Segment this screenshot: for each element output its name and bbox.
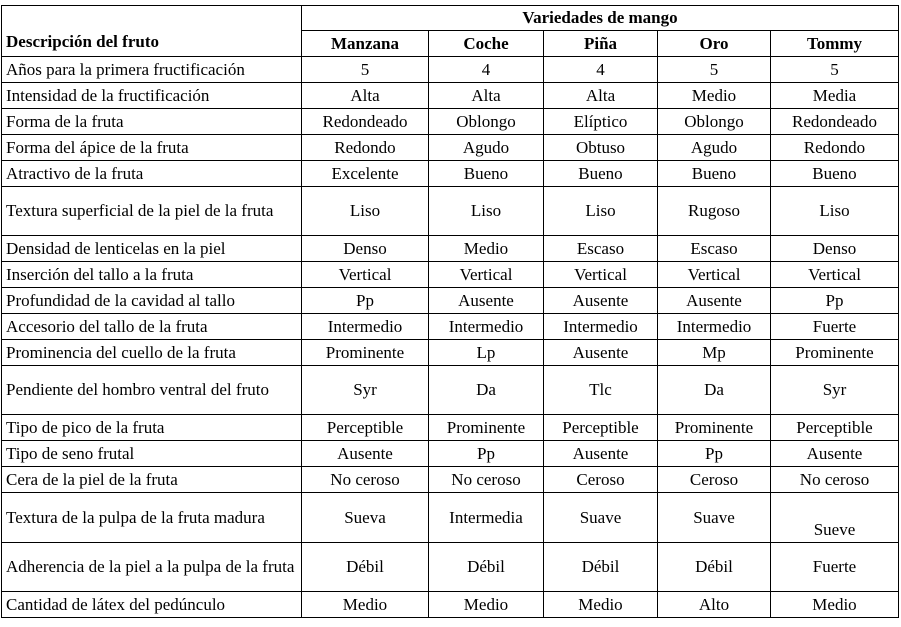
row-label: Textura superficial de la piel de la fruta — [2, 187, 302, 236]
table-cell: Da — [658, 366, 771, 415]
table-cell: Pp — [429, 441, 544, 467]
table-cell: Mp — [658, 340, 771, 366]
variety-header: Tommy — [771, 31, 899, 57]
table-cell: Intermedio — [302, 314, 429, 340]
table-cell: Excelente — [302, 161, 429, 187]
table-row — [2, 57, 899, 83]
table-cell: Sueva — [302, 493, 429, 543]
row-label: Años para la primera fructificación — [2, 57, 302, 83]
table-cell: Escaso — [658, 236, 771, 262]
table-cell: Vertical — [302, 262, 429, 288]
table-row — [2, 543, 899, 592]
table-cell: Ceroso — [658, 467, 771, 493]
row-label: Tipo de pico de la fruta — [2, 415, 302, 441]
table-cell: Ceroso — [544, 467, 658, 493]
table-row — [2, 187, 899, 236]
table-cell: Bueno — [544, 161, 658, 187]
table-row — [2, 493, 899, 543]
table-cell: Fuerte — [771, 543, 899, 592]
table-row — [2, 236, 899, 262]
row-label: Intensidad de la fructificación — [2, 83, 302, 109]
table-cell: Ausente — [302, 441, 429, 467]
row-label: Profundidad de la cavidad al tallo — [2, 288, 302, 314]
table-cell: Débil — [658, 543, 771, 592]
row-label: Tipo de seno frutal — [2, 441, 302, 467]
row-label: Cantidad de látex del pedúnculo — [2, 592, 302, 618]
table-cell: 4 — [544, 57, 658, 83]
table-cell: Alto — [658, 592, 771, 618]
table-cell: Intermedia — [429, 493, 544, 543]
table-cell: Alta — [429, 83, 544, 109]
table-cell: Suave — [544, 493, 658, 543]
table-cell: 4 — [429, 57, 544, 83]
table-cell: Ausente — [544, 340, 658, 366]
table-cell: Syr — [302, 366, 429, 415]
row-label: Densidad de lenticelas en la piel — [2, 236, 302, 262]
table-cell: Prominente — [771, 340, 899, 366]
row-label: Atractivo de la fruta — [2, 161, 302, 187]
table-cell: Vertical — [658, 262, 771, 288]
table-cell: Alta — [544, 83, 658, 109]
table-cell: Ausente — [544, 288, 658, 314]
table-cell: Perceptible — [544, 415, 658, 441]
row-label: Cera de la piel de la fruta — [2, 467, 302, 493]
table-cell: Redondeado — [771, 109, 899, 135]
table-cell: Denso — [771, 236, 899, 262]
table-cell: Ausente — [658, 288, 771, 314]
table-cell: No ceroso — [302, 467, 429, 493]
table-cell: Prominente — [429, 415, 544, 441]
row-label: Forma del ápice de la fruta — [2, 135, 302, 161]
table-cell: Alta — [302, 83, 429, 109]
table-row — [2, 83, 899, 109]
table-cell: Ausente — [771, 441, 899, 467]
table-cell: Medio — [429, 592, 544, 618]
table-cell: Rugoso — [658, 187, 771, 236]
row-label: Forma de la fruta — [2, 109, 302, 135]
table-cell: Bueno — [429, 161, 544, 187]
row-label: Adherencia de la piel a la pulpa de la fruta — [2, 543, 302, 592]
table-row — [2, 161, 899, 187]
table-cell: Débil — [544, 543, 658, 592]
table-container — [1, 5, 899, 618]
table-cell: Syr — [771, 366, 899, 415]
table-cell: Redondo — [302, 135, 429, 161]
table-cell: Débil — [429, 543, 544, 592]
table-cell: No ceroso — [771, 467, 899, 493]
table-cell: Media — [771, 83, 899, 109]
table-row — [2, 262, 899, 288]
table-row — [2, 467, 899, 493]
table-cell: Suave — [658, 493, 771, 543]
table-row — [2, 441, 899, 467]
table-cell: 5 — [302, 57, 429, 83]
table-row — [2, 340, 899, 366]
row-label: Inserción del tallo a la fruta — [2, 262, 302, 288]
table-row — [2, 314, 899, 340]
table-cell: Medio — [658, 83, 771, 109]
table-cell: Vertical — [429, 262, 544, 288]
table-cell: Agudo — [658, 135, 771, 161]
variety-header: Coche — [429, 31, 544, 57]
row-label: Textura de la pulpa de la fruta madura — [2, 493, 302, 543]
table-cell: 5 — [658, 57, 771, 83]
table-cell: Fuerte — [771, 314, 899, 340]
table-cell: Oblongo — [429, 109, 544, 135]
variety-header: Manzana — [302, 31, 429, 57]
table-cell: Liso — [771, 187, 899, 236]
variety-header: Piña — [544, 31, 658, 57]
table-cell: Vertical — [544, 262, 658, 288]
table-cell: Oblongo — [658, 109, 771, 135]
row-label: Pendiente del hombro ventral del fruto — [2, 366, 302, 415]
description-header: Descripción del fruto — [2, 6, 302, 57]
table-cell: Obtuso — [544, 135, 658, 161]
table-cell: Redondo — [771, 135, 899, 161]
table-cell: Medio — [302, 592, 429, 618]
table-cell: Prominente — [302, 340, 429, 366]
table-cell: Bueno — [771, 161, 899, 187]
table-cell: Intermedio — [429, 314, 544, 340]
table-row — [2, 366, 899, 415]
mango-varieties-table — [1, 5, 899, 618]
table-cell: Intermedio — [658, 314, 771, 340]
table-cell: Prominente — [658, 415, 771, 441]
table-cell: Intermedio — [544, 314, 658, 340]
table-cell: Perceptible — [771, 415, 899, 441]
table-cell: Medio — [771, 592, 899, 618]
varieties-group-header: Variedades de mango — [302, 6, 899, 31]
table-cell: Pp — [658, 441, 771, 467]
row-label: Accesorio del tallo de la fruta — [2, 314, 302, 340]
table-cell: Lp — [429, 340, 544, 366]
table-cell: Pp — [771, 288, 899, 314]
table-cell: Denso — [302, 236, 429, 262]
table-cell: Perceptible — [302, 415, 429, 441]
table-cell: Débil — [302, 543, 429, 592]
table-cell: Ausente — [429, 288, 544, 314]
table-cell: Sueve — [771, 493, 899, 543]
table-cell: Pp — [302, 288, 429, 314]
table-cell: No ceroso — [429, 467, 544, 493]
table-cell: Ausente — [544, 441, 658, 467]
table-cell: Agudo — [429, 135, 544, 161]
table-cell: Medio — [544, 592, 658, 618]
table-cell: Redondeado — [302, 109, 429, 135]
table-row — [2, 109, 899, 135]
table-cell: Liso — [429, 187, 544, 236]
table-cell: Escaso — [544, 236, 658, 262]
table-cell: Bueno — [658, 161, 771, 187]
table-cell: 5 — [771, 57, 899, 83]
table-cell: Liso — [544, 187, 658, 236]
table-cell: Elíptico — [544, 109, 658, 135]
table-row — [2, 135, 899, 161]
table-row — [2, 415, 899, 441]
table-row — [2, 592, 899, 618]
table-cell: Tlc — [544, 366, 658, 415]
table-cell: Medio — [429, 236, 544, 262]
table-body — [2, 57, 899, 618]
table-row — [2, 288, 899, 314]
table-cell: Da — [429, 366, 544, 415]
table-cell: Vertical — [771, 262, 899, 288]
variety-header: Oro — [658, 31, 771, 57]
row-label: Prominencia del cuello de la fruta — [2, 340, 302, 366]
table-cell: Liso — [302, 187, 429, 236]
